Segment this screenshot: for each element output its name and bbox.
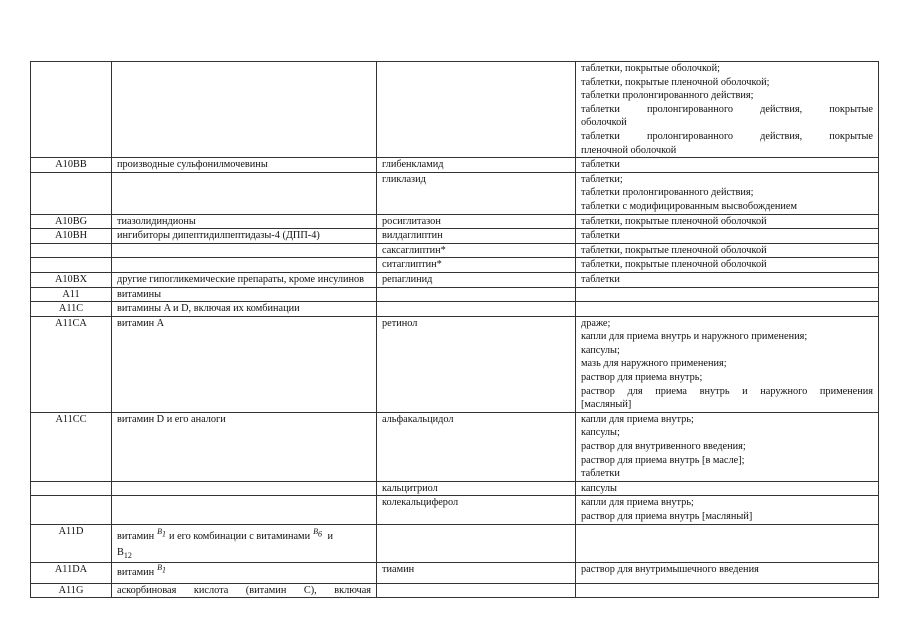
pharmacological-group: [112, 524, 377, 563]
vitamin-letter: B: [313, 526, 318, 536]
dosage-form: таблетки пролонгированного действия;: [581, 187, 754, 199]
table-row: [31, 481, 879, 496]
pharmacological-group: [112, 172, 377, 214]
dosage-form: раствор для внутримышечного введения: [581, 564, 759, 576]
table-row: [31, 583, 879, 598]
pharmacological-group: ингибиторы дипептидилпептидазы-4 (ДПП-4): [112, 229, 377, 244]
atc-code: A11DA: [31, 563, 112, 583]
atc-code: A11: [31, 287, 112, 302]
drug-name: [377, 524, 576, 563]
drug-name: [377, 302, 576, 317]
drug-name: альфакальцидол: [377, 412, 576, 481]
vitamin-symbol: [313, 526, 322, 539]
dosage-forms: [576, 524, 879, 563]
atc-code: A11CC: [31, 412, 112, 481]
pharmacological-group: витамины A и D, включая их комбинации: [112, 302, 377, 317]
vitamin-symbol: [117, 547, 132, 558]
vitamin-letter: B: [157, 563, 162, 573]
atc-code: [31, 481, 112, 496]
table-row: [31, 258, 879, 273]
pharmacological-group: [112, 563, 377, 583]
pharmacological-group: [112, 583, 377, 598]
dosage-forms: [576, 243, 879, 258]
dosage-forms: [576, 214, 879, 229]
table-row: [31, 243, 879, 258]
dosage-form: таблетки с модифицированным высвобождением: [581, 200, 798, 212]
vitamin-subscript: 6: [317, 529, 322, 539]
drug-name: росиглитазон: [377, 214, 576, 229]
table-row: [31, 172, 879, 214]
vitamin-symbol: [157, 526, 166, 539]
drug-name: [377, 583, 576, 598]
group-text: витамин: [117, 567, 155, 579]
dosage-forms: [576, 316, 879, 412]
vitamin-subscript: 1: [162, 529, 166, 539]
dosage-forms: [576, 583, 879, 598]
dosage-form: таблетки, покрытые оболочкой;: [581, 63, 720, 74]
drug-name: колекальциферол: [377, 496, 576, 524]
atc-code: A11D: [31, 524, 112, 563]
atc-code: A11CA: [31, 316, 112, 412]
pharmacological-group: [112, 496, 377, 524]
pharmacological-group: витамин D и его аналоги: [112, 412, 377, 481]
pharmacological-group: другие гипогликемические препараты, кроме инсулинов: [112, 272, 377, 287]
atc-code: [31, 172, 112, 214]
dosage-form: [масляный]: [581, 399, 632, 411]
dosage-form: капли для приема внутрь;: [581, 413, 694, 425]
atc-code: [31, 258, 112, 273]
table-row: [31, 214, 879, 229]
drug-name: ретинол: [377, 316, 576, 412]
drug-classification-table: [30, 61, 879, 598]
dosage-form: таблетки: [581, 159, 620, 171]
dosage-form: пленочной оболочкой: [581, 144, 677, 156]
dosage-form: раствор для приема внутрь;: [581, 372, 703, 384]
dosage-forms: [576, 496, 879, 524]
dosage-form: таблетки пролонгированного действия, покрытые: [581, 103, 873, 115]
drug-name: саксаглиптин*: [377, 243, 576, 258]
group-text: аскорбиновая кислота (витамин C), включая: [117, 584, 371, 596]
drug-name: глибенкламид: [377, 158, 576, 173]
dosage-form: таблетки, покрытые пленочной оболочкой: [581, 244, 767, 256]
dosage-form: таблетки, покрытые пленочной оболочкой;: [581, 76, 770, 88]
dosage-forms: [576, 158, 879, 173]
atc-code: [31, 243, 112, 258]
dosage-form: таблетки, покрытые пленочной оболочкой: [581, 215, 767, 227]
dosage-form: таблетки, покрытые пленочной оболочкой: [581, 259, 767, 271]
pharmacological-group: [112, 62, 377, 158]
dosage-forms: [576, 563, 879, 583]
table-row: [31, 62, 879, 158]
dosage-form: раствор для приема внутрь [масляный]: [581, 511, 753, 522]
table-row: [31, 229, 879, 244]
dosage-form: оболочкой: [581, 117, 627, 129]
drug-name: [377, 287, 576, 302]
dosage-form: раствор для приема внутрь и наружного применения: [581, 385, 873, 397]
drug-name: тиамин: [377, 563, 576, 583]
dosage-form: таблетки пролонгированного действия;: [581, 90, 754, 102]
table-row: [31, 563, 879, 583]
vitamin-symbol: [157, 563, 166, 576]
group-text: и: [327, 530, 334, 542]
table-row: [31, 316, 879, 412]
drug-name: гликлазид: [377, 172, 576, 214]
dosage-forms: [576, 287, 879, 302]
dosage-forms: [576, 272, 879, 287]
table-row: [31, 412, 879, 481]
dosage-form: таблетки пролонгированного действия, покрытые: [581, 130, 873, 142]
dosage-form: таблетки: [581, 468, 620, 480]
table-row: [31, 287, 879, 302]
pharmacological-group: [112, 243, 377, 258]
group-text: витамин: [117, 530, 155, 542]
dosage-forms: [576, 412, 879, 481]
drug-name: ситаглиптин*: [377, 258, 576, 273]
dosage-form: драже;: [581, 317, 611, 329]
drug-name: вилдаглиптин: [377, 229, 576, 244]
atc-code: A10BX: [31, 272, 112, 287]
group-text: и его комбинации с витаминами: [169, 530, 311, 542]
atc-code: A11G: [31, 583, 112, 598]
drug-name: [377, 62, 576, 158]
drug-name: репаглинид: [377, 272, 576, 287]
pharmacological-group: витамин A: [112, 316, 377, 412]
table-row: [31, 158, 879, 173]
dosage-forms: [576, 62, 879, 158]
dosage-form: капсулы;: [581, 344, 620, 356]
dosage-form: таблетки: [581, 230, 620, 242]
dosage-forms: [576, 172, 879, 214]
dosage-form: таблетки: [581, 273, 620, 285]
drug-list-page: [30, 61, 878, 598]
dosage-forms: [576, 481, 879, 496]
table-row: [31, 302, 879, 317]
atc-code: A11C: [31, 302, 112, 317]
vitamin-subscript: 1: [162, 566, 166, 576]
dosage-forms: [576, 258, 879, 273]
atc-code: A10BH: [31, 229, 112, 244]
dosage-form: мазь для наружного применения;: [581, 358, 727, 370]
dosage-form: раствор для внутривенного введения;: [581, 441, 746, 453]
dosage-form: капсулы;: [581, 427, 620, 439]
pharmacological-group: тиазолидиндионы: [112, 214, 377, 229]
atc-code: A10BG: [31, 214, 112, 229]
vitamin-letter: B: [157, 526, 162, 536]
dosage-form: таблетки;: [581, 173, 623, 185]
pharmacological-group: витамины: [112, 287, 377, 302]
dosage-forms: [576, 302, 879, 317]
dosage-forms: [576, 229, 879, 244]
vitamin-letter: B: [117, 546, 124, 558]
atc-code: [31, 496, 112, 524]
pharmacological-group: производные сульфонилмочевины: [112, 158, 377, 173]
vitamin-subscript: 12: [123, 550, 132, 560]
table-row: [31, 524, 879, 563]
atc-code: A10BB: [31, 158, 112, 173]
dosage-form: капли для приема внутрь и наружного применения;: [581, 331, 808, 343]
atc-code: [31, 62, 112, 158]
dosage-form: капли для приема внутрь;: [581, 497, 694, 509]
table-row: [31, 496, 879, 524]
drug-name: кальцитриол: [377, 481, 576, 496]
dosage-form: капсулы: [581, 482, 617, 494]
pharmacological-group: [112, 258, 377, 273]
table-row: [31, 272, 879, 287]
pharmacological-group: [112, 481, 377, 496]
dosage-form: раствор для приема внутрь [в масле];: [581, 454, 745, 466]
